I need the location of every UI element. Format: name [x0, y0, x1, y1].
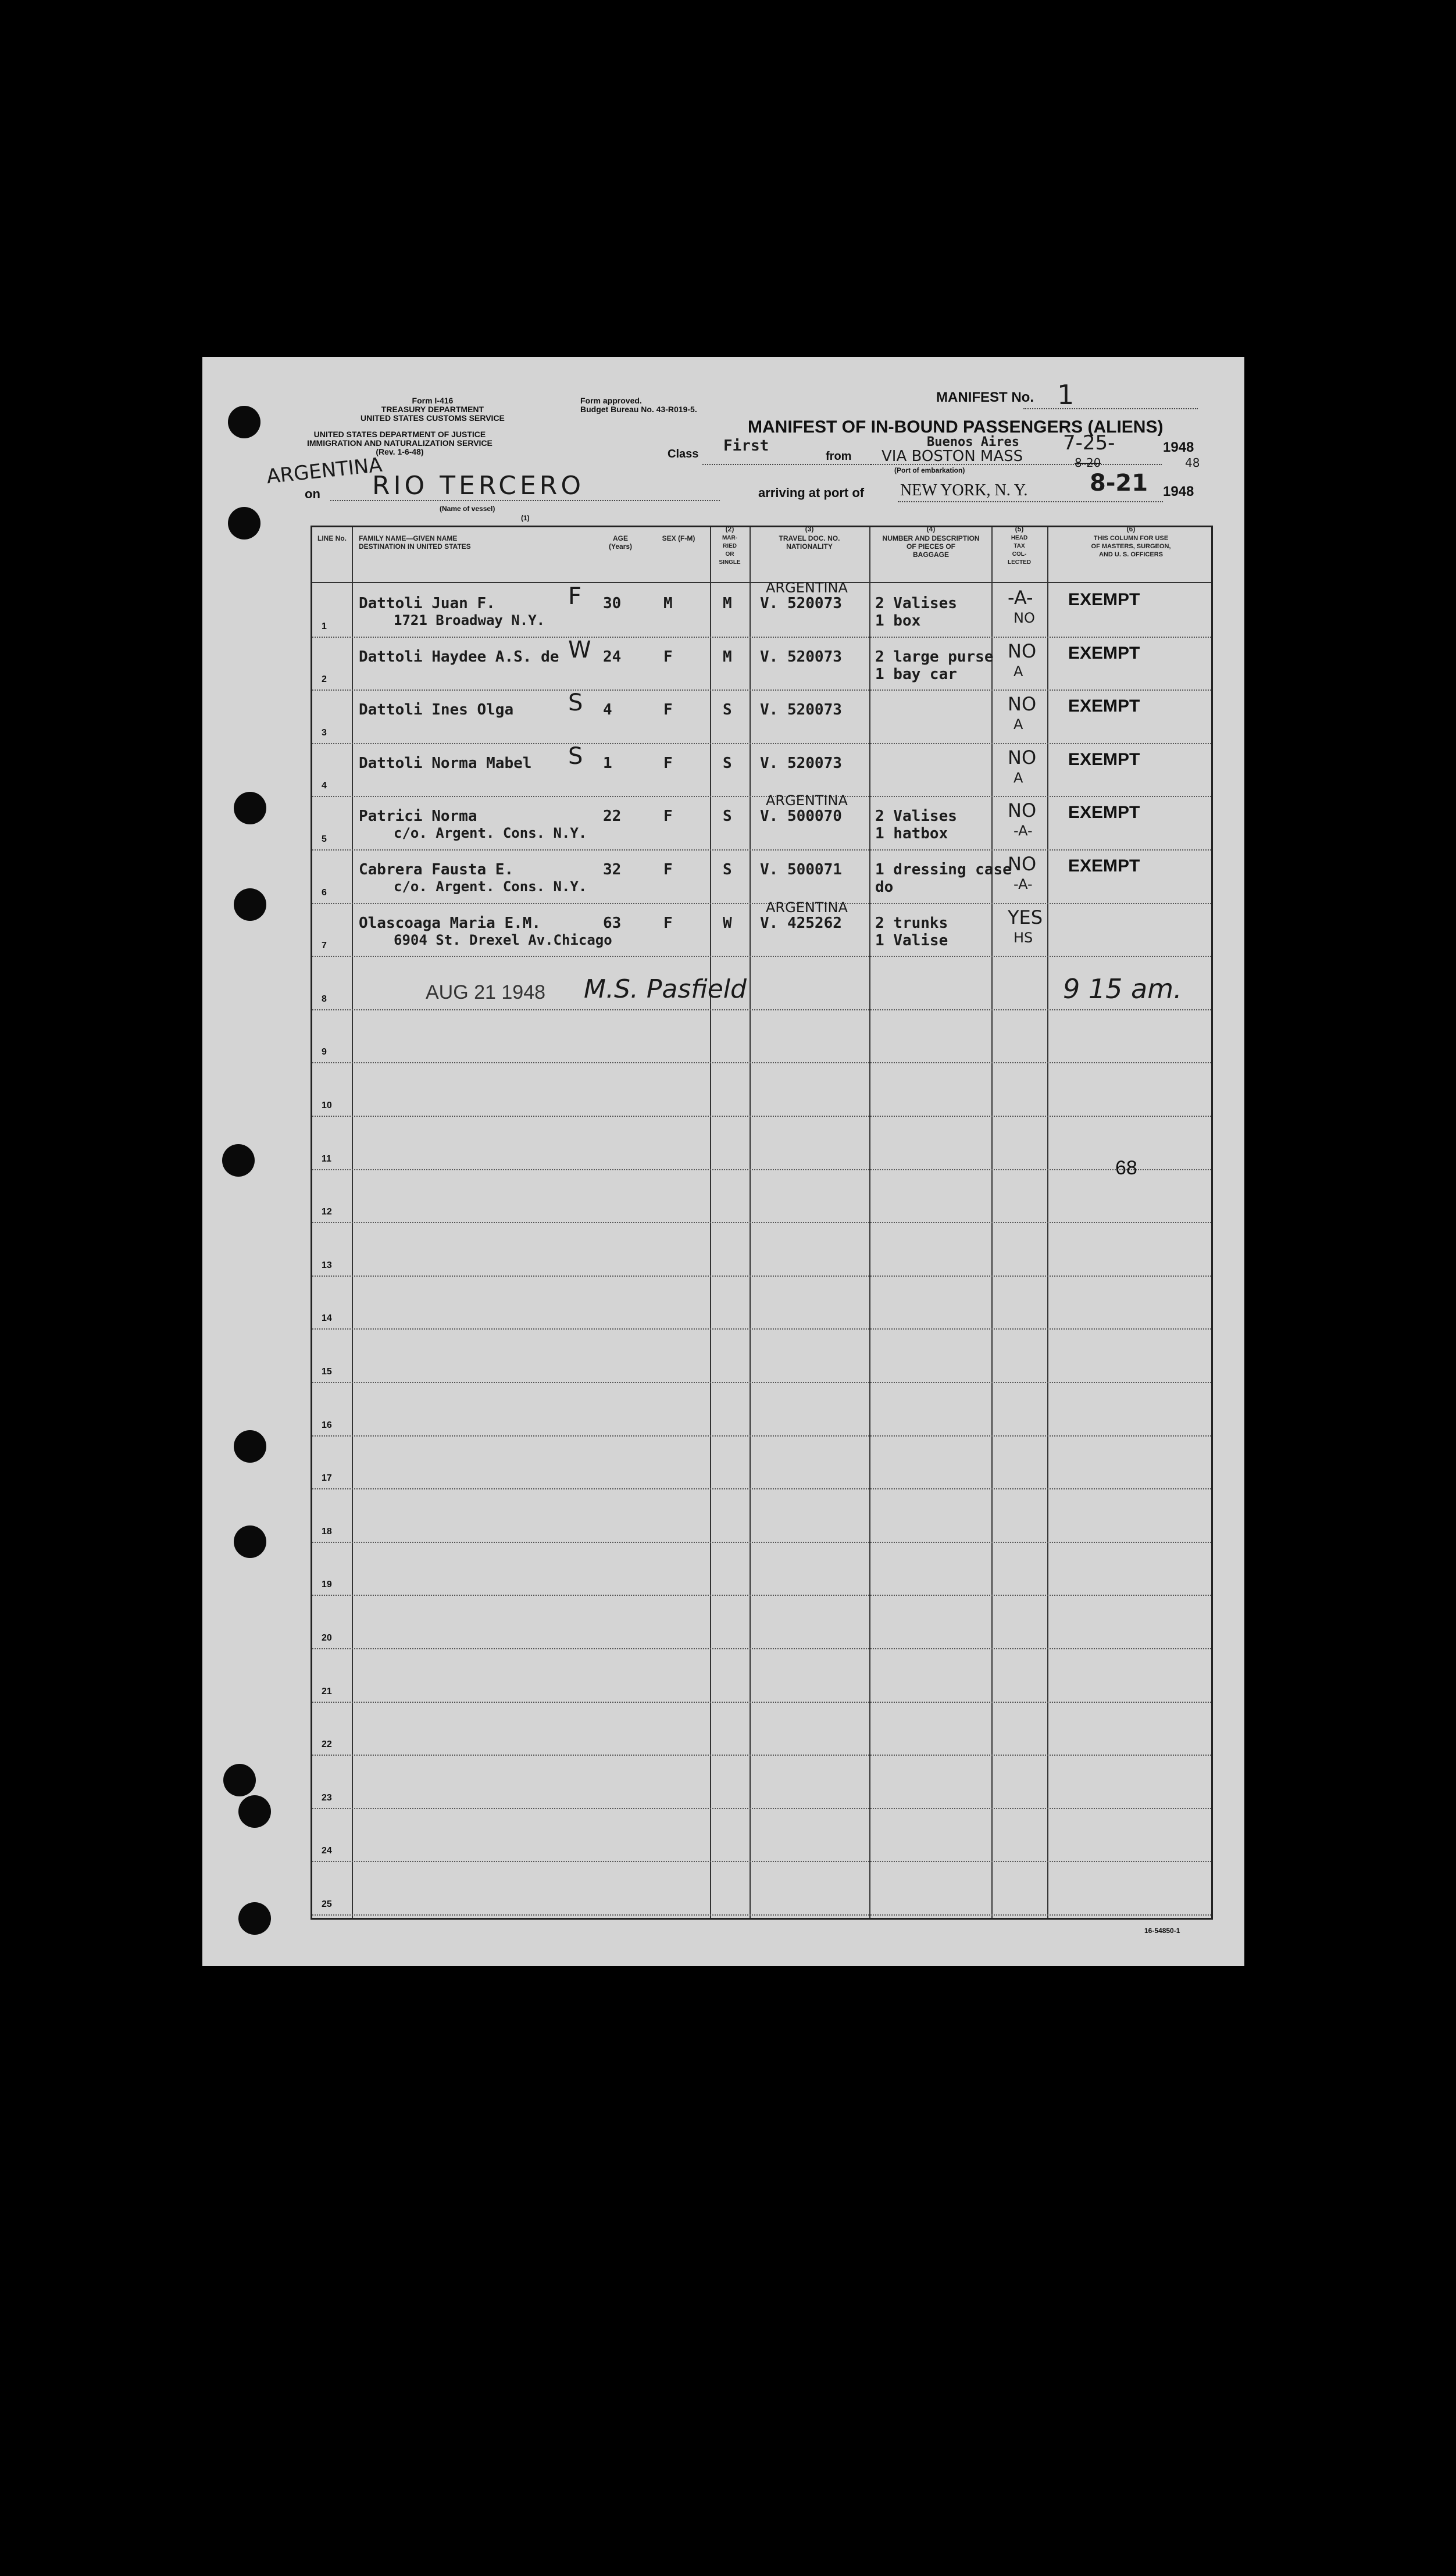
arrival-year: 1948: [1163, 484, 1194, 499]
baggage-line-2: 1 box: [875, 612, 921, 630]
baggage-line-2: do: [875, 878, 894, 896]
passenger-travel-doc: V. 520073: [760, 648, 842, 666]
header-tax: HEAD TAX COL- LECTED: [1008, 535, 1031, 566]
col-num-5: (5): [1015, 525, 1024, 533]
inspector-signature: M.S. Pasfield: [584, 974, 747, 1004]
header-age: AGE (Years): [608, 534, 633, 551]
line-number: 4: [322, 781, 327, 791]
head-tax: NO: [1008, 799, 1037, 822]
header-name: FAMILY NAME—GIVEN NAME DESTINATION IN UNITED STATES: [359, 534, 471, 551]
line-number: 5: [322, 834, 327, 844]
head-tax: -A-: [1008, 587, 1033, 609]
officer-note: EXEMPT: [1068, 749, 1140, 769]
table-row: [312, 1382, 1211, 1437]
header-sex: SEX (F-M): [662, 534, 695, 542]
handwritten-mark: S: [568, 742, 583, 770]
budget-text: Budget Bureau No. 43-R019-5.: [580, 405, 697, 414]
passenger-sex: F: [663, 648, 673, 666]
line-number: 22: [322, 1739, 332, 1750]
line-number: 24: [322, 1846, 332, 1856]
punch-hole: [222, 1144, 255, 1177]
passenger-nationality: ARGENTINA: [766, 899, 848, 916]
table-row: [312, 1009, 1211, 1064]
header-line: LINE No.: [317, 534, 347, 542]
vessel-caption: (Name of vessel): [440, 505, 495, 513]
passenger-name: Patrici Norma: [359, 808, 477, 826]
passenger-travel-doc: V. 520073: [760, 701, 842, 719]
passenger-travel-doc: V. 520073: [760, 595, 842, 612]
table-row: [312, 1648, 1211, 1703]
baggage-line-1: 2 large purse: [875, 648, 994, 666]
passenger-age: 24: [603, 648, 622, 666]
punch-hole: [234, 1430, 266, 1463]
officer-note: EXEMPT: [1068, 590, 1140, 609]
dept-customs: UNITED STATES CUSTOMS SERVICE: [361, 413, 505, 423]
line-number: 18: [322, 1526, 332, 1537]
punch-hole: [228, 406, 260, 438]
manifest-number: 1: [1057, 379, 1075, 410]
line-number: 2: [322, 674, 327, 685]
class-label: Class: [668, 448, 699, 460]
col-num-2: (2): [725, 525, 734, 533]
col-num-6: (6): [1126, 525, 1136, 533]
line-number: 23: [322, 1792, 332, 1803]
head-tax: NO: [1008, 853, 1037, 875]
departure-date-alt: 8-20: [1075, 456, 1101, 470]
via-value: VIA BOSTON MASS: [882, 448, 1023, 465]
punch-hole: [238, 1795, 271, 1828]
vessel-name: RIO TERCERO: [372, 471, 584, 501]
officer-note: EXEMPT: [1068, 803, 1140, 823]
line-number: 13: [322, 1260, 332, 1270]
passenger-marital: S: [723, 861, 732, 878]
head-tax-note: -A-: [1014, 823, 1033, 839]
header-officers: THIS COLUMN FOR USE OF MASTERS, SURGEON, AND U. S. OFFICERS: [1091, 535, 1171, 558]
column-index-1: (1): [521, 514, 530, 522]
handwritten-mark: W: [568, 636, 591, 663]
table-row: [312, 1488, 1211, 1543]
line-number: 25: [322, 1899, 332, 1909]
punch-hole: [223, 1764, 256, 1796]
passenger-sex: M: [663, 595, 673, 612]
number-note: 68: [1115, 1157, 1137, 1179]
form-approval: [580, 396, 697, 414]
passenger-destination: 6904 St. Drexel Av.Chicago: [394, 931, 612, 948]
time-note: 9 15 am.: [1063, 973, 1182, 1005]
line-number: 9: [322, 1047, 327, 1057]
line-number: 15: [322, 1366, 332, 1377]
officer-note: EXEMPT: [1068, 856, 1140, 876]
table-row: [312, 1169, 1211, 1224]
passenger-marital: M: [723, 595, 732, 612]
passenger-sex: F: [663, 701, 673, 719]
head-tax: NO: [1008, 746, 1037, 769]
passenger-age: 32: [603, 861, 622, 878]
line-number: 21: [322, 1686, 332, 1696]
table-row: [312, 1116, 1211, 1170]
line-number: 8: [322, 994, 327, 1004]
head-tax-note: A: [1014, 769, 1023, 786]
line-number: 14: [322, 1313, 332, 1324]
manifest-sheet: [202, 357, 1244, 1966]
passenger-nationality: ARGENTINA: [766, 792, 848, 809]
table-row: [312, 1328, 1211, 1383]
manifest-number-label: MANIFEST No.: [936, 390, 1034, 405]
head-tax-note: NO: [1014, 610, 1035, 626]
baggage-line-1: 2 Valises: [875, 808, 957, 826]
head-tax-note: HS: [1014, 929, 1033, 946]
passenger-name: Dattoli Haydee A.S. de: [359, 648, 559, 666]
year-correction: 48: [1185, 456, 1200, 470]
header-travel: TRAVEL DOC. NO. NATIONALITY: [779, 534, 840, 551]
line-number: 7: [322, 941, 327, 951]
line-number: 16: [322, 1420, 332, 1430]
form-number: Form I-416: [412, 396, 454, 405]
passenger-destination: c/o. Argent. Cons. N.Y.: [394, 878, 587, 895]
punch-hole: [238, 1902, 271, 1935]
passenger-name: Dattoli Norma Mabel: [359, 754, 532, 772]
handwritten-mark: F: [568, 583, 582, 610]
passenger-table: [311, 526, 1213, 1920]
date-stamp: AUG 21 1948: [426, 981, 546, 1003]
embark-caption: (Port of embarkation): [894, 466, 965, 474]
baggage-line-1: 2 Valises: [875, 595, 957, 612]
officer-note: EXEMPT: [1068, 696, 1140, 716]
arrival-date: 8-21: [1090, 470, 1148, 496]
head-tax: NO: [1008, 639, 1037, 662]
passenger-sex: F: [663, 808, 673, 826]
table-row: [312, 1702, 1211, 1756]
table-row: [312, 1595, 1211, 1649]
passenger-destination: 1721 Broadway N.Y.: [394, 612, 545, 628]
footer-code: 16-54850-1: [1144, 1927, 1180, 1935]
line-number: 11: [322, 1153, 331, 1164]
baggage-line-2: 1 hatbox: [875, 825, 948, 843]
departure-date: 7-25-: [1063, 431, 1115, 455]
handwritten-mark: S: [568, 689, 583, 717]
passenger-travel-doc: V. 520073: [760, 754, 842, 772]
departure-year: 1948: [1163, 440, 1194, 455]
line-number: 20: [322, 1632, 332, 1643]
header-married: MAR- RIED OR SINGLE: [719, 535, 741, 566]
table-row: [312, 1062, 1211, 1117]
punch-hole: [228, 507, 260, 540]
passenger-travel-doc: V. 425262: [760, 914, 842, 932]
passenger-name: Olascoaga Maria E.M.: [359, 914, 541, 932]
officer-note: EXEMPT: [1068, 643, 1140, 663]
head-tax-note: A: [1014, 663, 1023, 680]
punch-hole: [234, 792, 266, 824]
approved-text: Form approved.: [580, 396, 642, 405]
passenger-sex: F: [663, 861, 673, 878]
passenger-marital: W: [723, 914, 732, 932]
line-number: 17: [322, 1473, 332, 1484]
passenger-age: 4: [603, 701, 612, 719]
dept-justice: UNITED STATES DEPARTMENT OF JUSTICE: [313, 430, 486, 439]
passenger-marital: S: [723, 754, 732, 772]
passenger-marital: S: [723, 808, 732, 826]
passenger-age: 30: [603, 595, 622, 612]
passenger-sex: F: [663, 754, 673, 772]
dept-treasury: TREASURY DEPARTMENT: [381, 405, 484, 414]
table-row: [312, 1435, 1211, 1490]
vessel-country: ARGENTINA: [265, 453, 384, 489]
table-row: [312, 1276, 1211, 1330]
col-num-3: (3): [805, 525, 814, 533]
line-number: 19: [322, 1580, 332, 1590]
port-value: NEW YORK, N. Y.: [900, 481, 1028, 499]
head-tax-note: -A-: [1014, 876, 1033, 892]
line-number: 12: [322, 1207, 332, 1217]
baggage-line-1: 2 trunks: [875, 914, 948, 932]
head-tax: NO: [1008, 693, 1037, 716]
dept-immigration: IMMIGRATION AND NATURALIZATION SERVICE: [307, 438, 493, 448]
manifest-title: MANIFEST OF IN-BOUND PASSENGERS (ALIENS): [748, 417, 1164, 437]
revision: (Rev. 1-6-48): [376, 447, 424, 456]
passenger-age: 63: [603, 914, 622, 932]
head-tax-note: A: [1014, 716, 1023, 733]
passenger-travel-doc: V. 500071: [760, 861, 842, 878]
passenger-name: Dattoli Ines Olga: [359, 701, 514, 719]
on-label: on: [305, 487, 320, 501]
line-number: 6: [322, 887, 327, 898]
passenger-destination: c/o. Argent. Cons. N.Y.: [394, 825, 587, 842]
passenger-sex: F: [663, 914, 673, 932]
head-tax: YES: [1008, 906, 1043, 928]
table-row: [312, 1755, 1211, 1809]
passenger-name: Cabrera Fausta E.: [359, 861, 514, 878]
form-header-left2: [307, 430, 493, 456]
form-header-left: [361, 396, 505, 423]
passenger-marital: S: [723, 701, 732, 719]
line-number: 3: [322, 727, 327, 738]
passenger-marital: M: [723, 648, 732, 666]
baggage-line-1: 1 dressing case: [875, 861, 1012, 878]
line-number: 10: [322, 1100, 332, 1110]
col-num-4: (4): [926, 525, 936, 533]
passenger-nationality: ARGENTINA: [766, 580, 848, 596]
table-row: [312, 1222, 1211, 1277]
header-baggage: NUMBER AND DESCRIPTION OF PIECES OF BAGGAGE: [882, 534, 980, 559]
line-number: 1: [322, 621, 327, 631]
baggage-line-2: 1 bay car: [875, 665, 957, 683]
from-value: Buenos Aires: [927, 435, 1019, 449]
from-label: from: [826, 450, 852, 463]
punch-hole: [234, 1525, 266, 1558]
punch-hole: [234, 888, 266, 921]
baggage-line-2: 1 Valise: [875, 931, 948, 949]
arriving-label: arriving at port of: [758, 485, 865, 500]
table-row: [312, 1808, 1211, 1863]
passenger-age: 1: [603, 754, 612, 772]
passenger-travel-doc: V. 500070: [760, 808, 842, 826]
passenger-name: Dattoli Juan F.: [359, 595, 495, 612]
passenger-age: 22: [603, 808, 622, 826]
class-value: First: [723, 437, 769, 455]
table-row: [312, 1542, 1211, 1596]
table-row: [312, 1861, 1211, 1916]
